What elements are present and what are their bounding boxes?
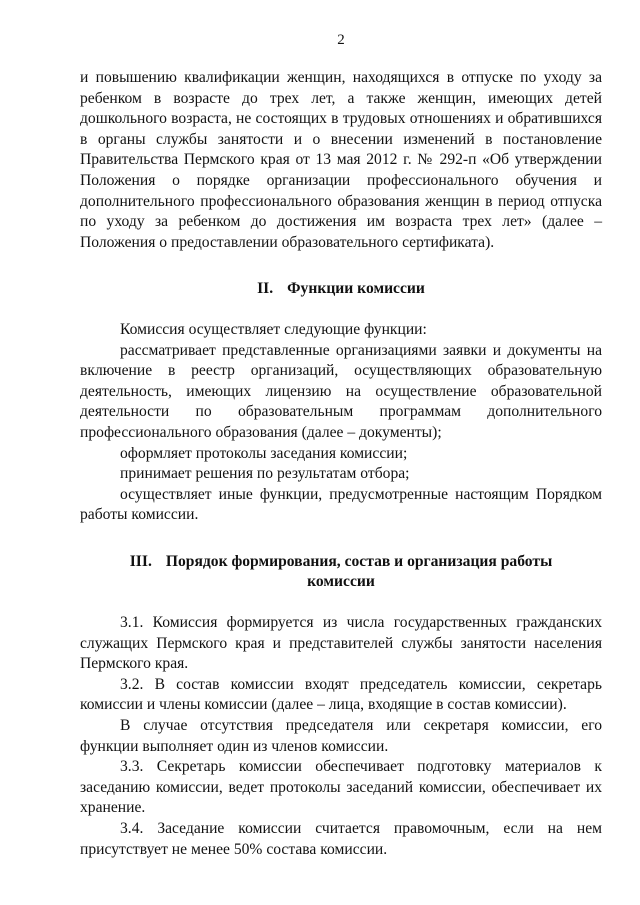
section-2-number: II. — [257, 280, 274, 298]
section-3-paragraph: 3.3. Секретарь комиссии обеспечивает подготовку материалов к заседанию комиссии, ведет протоколы заседаний комиссии, обеспечивает их хранение. — [80, 758, 602, 817]
section-2-paragraph: рассматривает представленные организациями заявки и документы на включение в реестр организаций, осуществляющих образовательную деятельность, имеющих лицензию на осуществление образовательной деятельности по образовательным программам дополнительного профессионального образования (далее – документы); — [80, 341, 602, 441]
section-3-heading — [80, 552, 602, 593]
document-page — [80, 30, 602, 860]
section-3-number: III. — [129, 552, 152, 570]
section-2-paragraph: оформляет протоколы заседания комиссии; — [120, 444, 408, 462]
section-3-paragraph: 3.4. Заседание комиссии считается правомочным, если на нем присутствует не менее 50% состава комиссии. — [80, 820, 602, 858]
intro-paragraph: и повышению квалификации женщин, находящихся в отпуске по уходу за ребенком в возрасте до трех лет, а также женщин, имеющих детей дошкольного возраста, не состоящих в трудовых отношениях и обратившихся в органы службы занятости и о внесении изменений в постановление Правительства Пермского края от 13 мая 2012 г. № 292-п «Об утверждении Положения о порядке организации профессионального обучения и дополнительного профессионального образования женщин в период отпуска по уходу за ребенком до достижения им возраста трех лет» (далее – Положения о предоставлении образовательного сертификата). — [80, 69, 602, 251]
section-3-paragraph: 3.1. Комиссия формируется из числа государственных гражданских служащих Пермского края и представителей службы занятости населения Пермского края. — [80, 614, 602, 673]
section-2-heading — [80, 279, 602, 300]
section-3-paragraph: В случае отсутствия председателя или секретаря комиссии, его функции выполняет один из членов комиссии. — [80, 717, 602, 755]
section-2-paragraph: Комиссия осуществляет следующие функции: — [120, 320, 427, 338]
section-3-title-line1: Порядок формирования, состав и организация работы — [165, 552, 553, 570]
section-3-title-line2: комиссии — [307, 573, 375, 591]
section-2-paragraph: принимает решения по результатам отбора; — [120, 465, 410, 483]
section-2-title: Функции комиссии — [287, 280, 425, 298]
section-2-paragraph: осуществляет иные функции, предусмотренные настоящим Порядком работы комиссии. — [80, 485, 602, 524]
section-3-paragraph: 3.2. В состав комиссии входят председатель комиссии, секретарь комиссии и члены комиссии (далее – лица, входящие в состав комиссии). — [80, 675, 602, 714]
page-number: 2 — [337, 32, 345, 48]
